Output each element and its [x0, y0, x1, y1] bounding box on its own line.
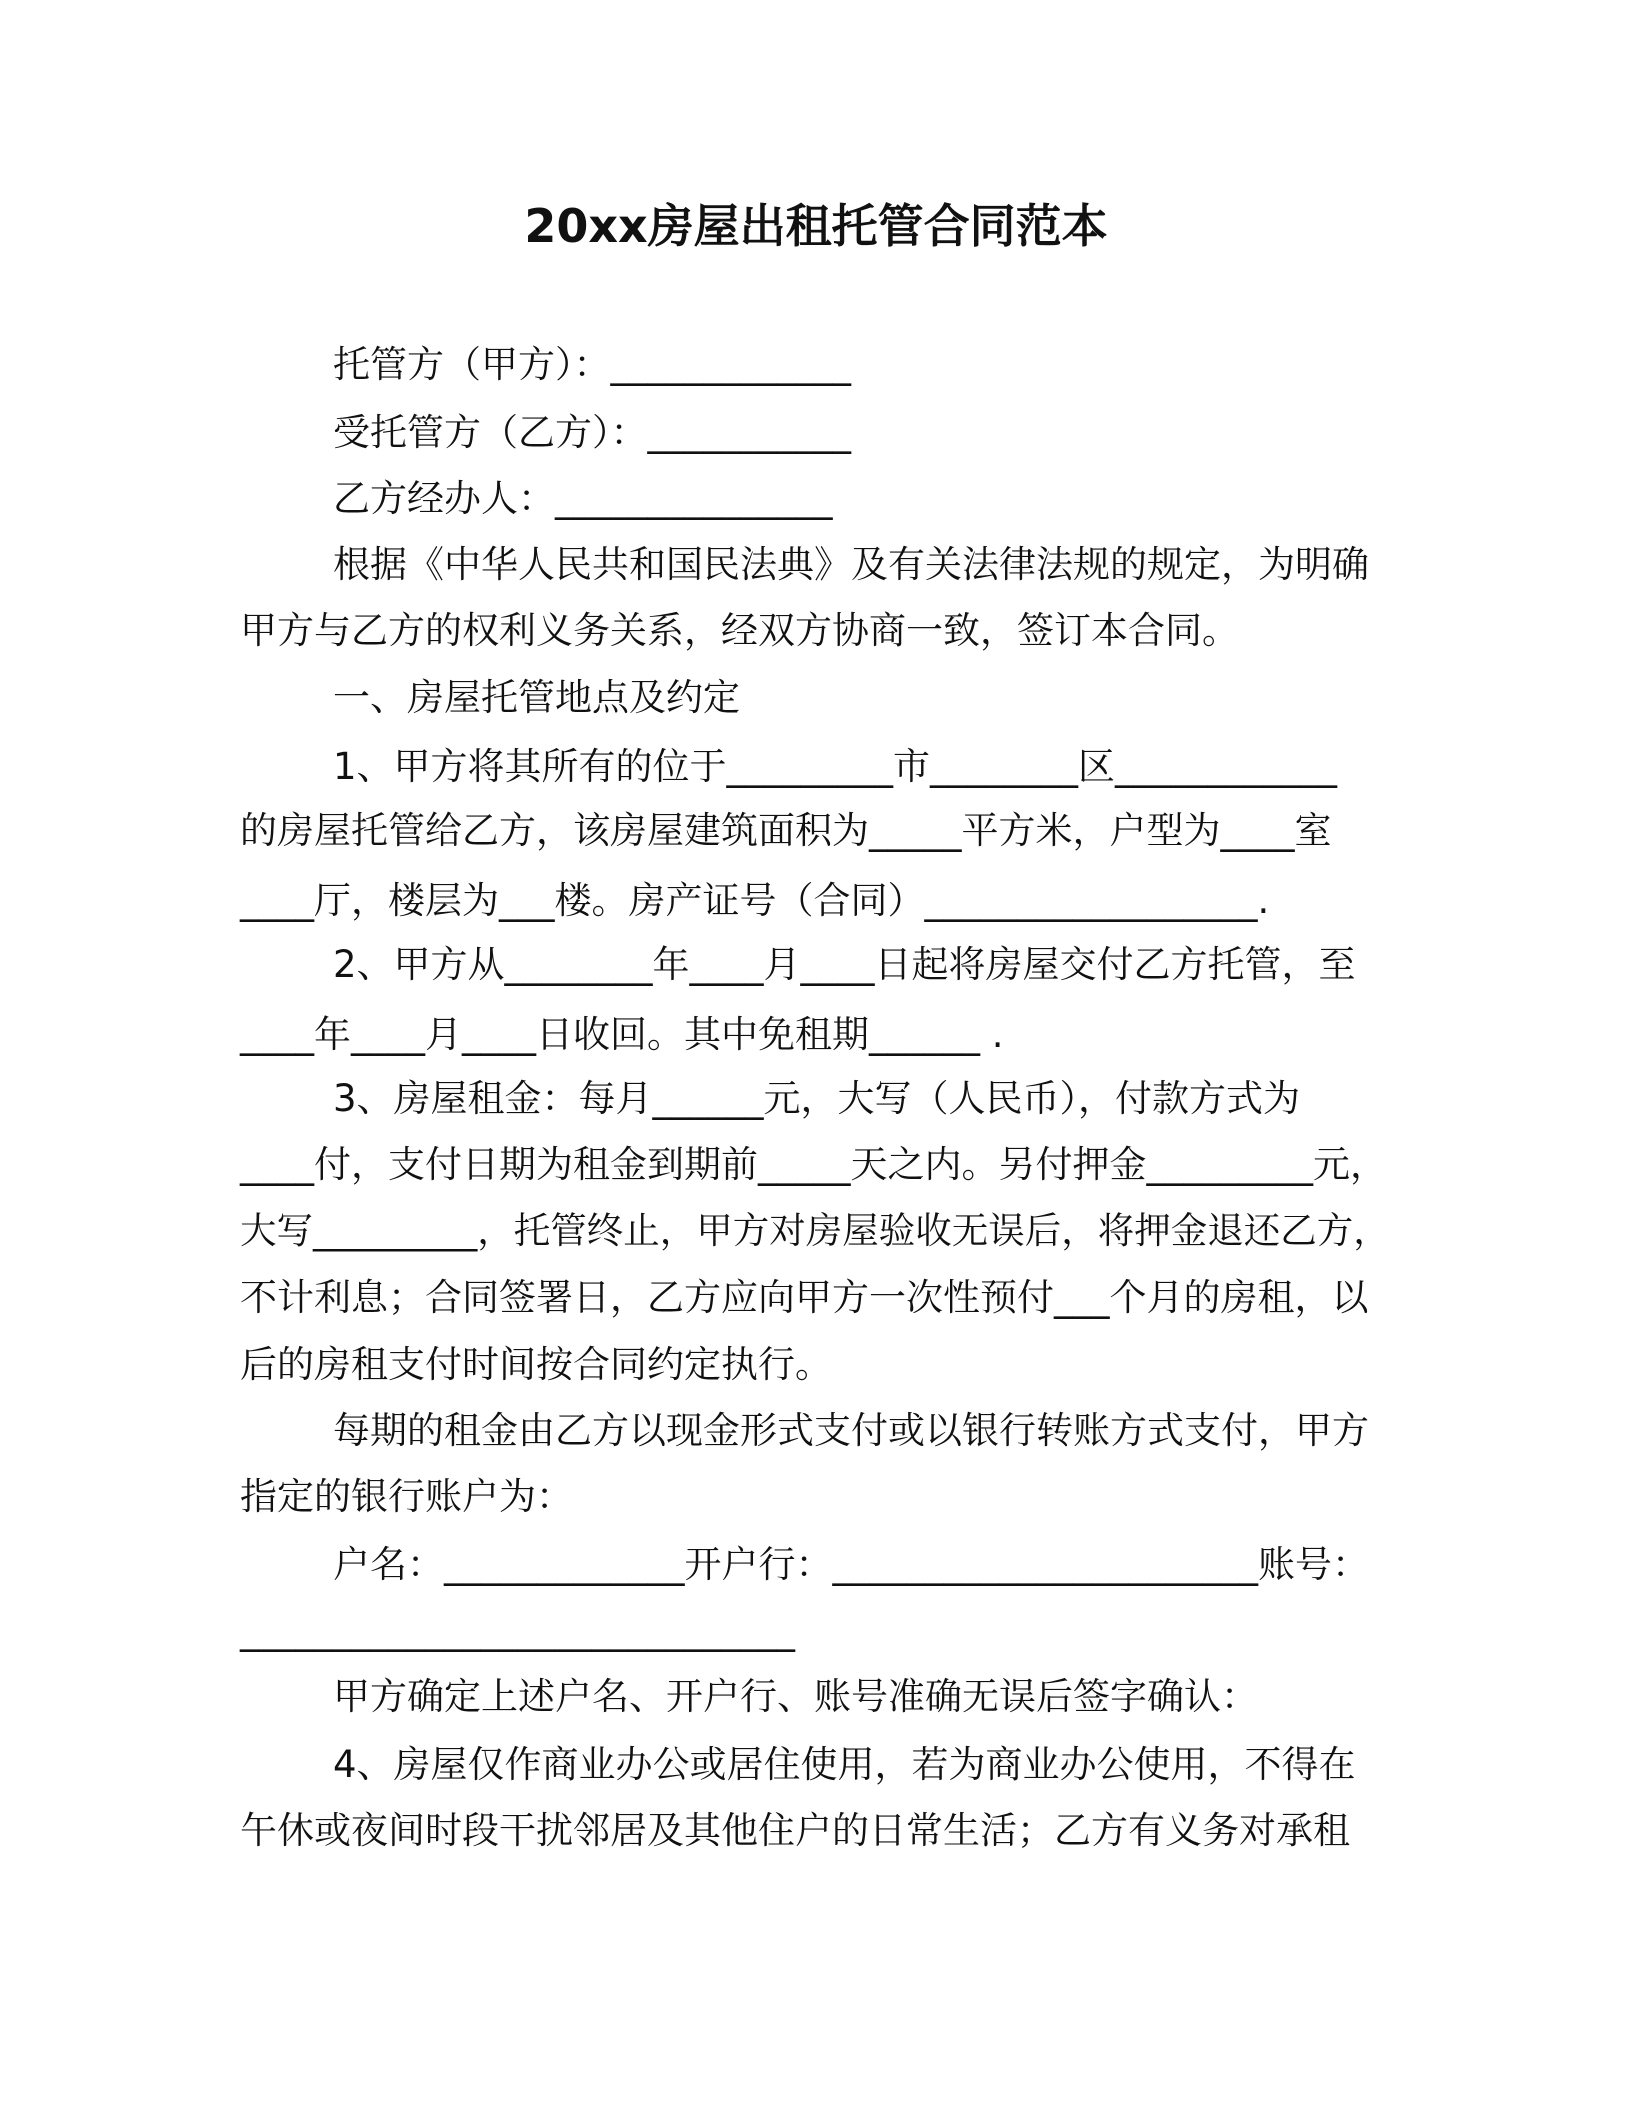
- clause-1-line-3: ____厅，楼层为___楼。房产证号（合同）__________________.: [240, 879, 1270, 922]
- clause-3-line-3: 大写_________，托管终止，甲方对房屋验收无误后，将押金退还乙方，: [240, 1209, 1390, 1252]
- clause-3-line-5: 后的房租支付时间按合同约定执行。: [240, 1343, 832, 1386]
- clause-2-line-2: ____年____月____日收回。其中免租期______ .: [240, 1013, 1004, 1056]
- preamble-line-2: 甲方与乙方的权利义务关系，经双方协商一致，签订本合同。: [240, 609, 1239, 652]
- clause-3-line-4: 不计利息；合同签署日，乙方应向甲方一次性预付___个月的房租，以: [240, 1276, 1369, 1319]
- clause-3-line-2: ____付，支付日期为租金到期前_____天之内。另付押金_________元，: [240, 1143, 1387, 1186]
- preamble-line-1: 根据《中华人民共和国民法典》及有关法律法规的规定，为明确: [333, 543, 1369, 586]
- clause-4-line-2: 午休或夜间时段干扰邻居及其他住户的日常生活；乙方有义务对承租: [240, 1809, 1350, 1852]
- clause-1-line-1: 1、甲方将其所有的位于_________市________区____________: [333, 745, 1338, 788]
- clause-2-line-1: 2、甲方从________年____月____日起将房屋交付乙方托管，至: [333, 943, 1356, 986]
- clause-1-line-2: 的房屋托管给乙方，该房屋建筑面积为_____平方米，户型为____室: [240, 809, 1332, 852]
- party-b-agent-line: 乙方经办人：_______________: [333, 477, 833, 520]
- clause-4-line-1: 4、房屋仅作商业办公或居住使用，若为商业办公使用，不得在: [333, 1743, 1356, 1786]
- account-number-blank: ______________________________: [240, 1609, 795, 1652]
- payment-line-1: 每期的租金由乙方以现金形式支付或以银行转账方式支付，甲方: [333, 1409, 1369, 1452]
- confirmation-line: 甲方确定上述户名、开户行、账号准确无误后签字确认：: [333, 1675, 1258, 1718]
- party-b-line: 受托管方（乙方）：___________: [333, 411, 851, 454]
- payment-line-2: 指定的银行账户为：: [240, 1475, 573, 1518]
- section-heading-1: 一、房屋托管地点及约定: [333, 676, 740, 719]
- clause-3-line-1: 3、房屋租金：每月______元，大写（人民币），付款方式为: [333, 1077, 1301, 1120]
- document-title: 20xx房屋出租托管合同范本: [524, 199, 1108, 253]
- party-a-line: 托管方（甲方）：_____________: [333, 343, 851, 386]
- bank-account-line: 户名：_____________开户行：_______________________账号：: [333, 1543, 1369, 1586]
